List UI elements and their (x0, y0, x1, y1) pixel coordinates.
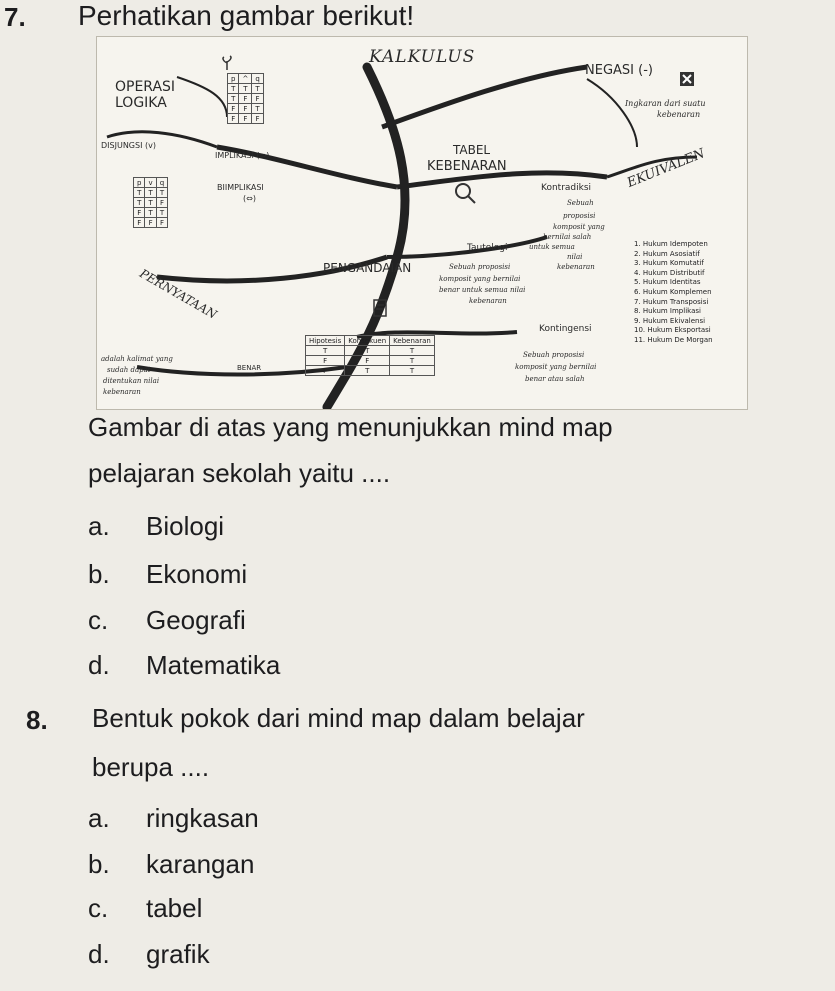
mm-disjungsi: DISJUNGSI (v) (101, 141, 156, 150)
mm-benar: BENAR (237, 364, 262, 372)
mm-pengandaian: PENGANDAIAN (323, 261, 412, 275)
mm-implikasi: IMPLIKASI (⇒) (215, 151, 270, 160)
q7-option-d-label: d. (88, 650, 110, 680)
mm-kontradiksi-d2: komposit yang (553, 223, 605, 231)
mm-pernyataan-d2: ditentukan nilai (103, 377, 160, 385)
q8-option-d[interactable] (88, 939, 210, 970)
q8-option-d-text: grafik (146, 939, 210, 969)
mm-negasi: NEGASI (-) (585, 63, 653, 78)
mm-kontradiksi-d6: kebenaran (557, 263, 595, 271)
mm-tautologi-d2: benar untuk semua nilai (439, 286, 526, 294)
mm-tautologi-d0: Sebuah proposisi (449, 263, 511, 271)
mm-ingkaran-1: Ingkaran dari suatu (625, 99, 706, 108)
mm-kontingensi-d1: komposit yang bernilai (515, 363, 597, 371)
mm-pernyataan-d1: sudah dapat (107, 366, 151, 374)
mm-kontingensi-d2: benar atau salah (525, 375, 585, 383)
mm-kebenaran: KEBENARAN (427, 159, 507, 174)
question-7-number: 7. (4, 2, 26, 32)
close-box-icon (679, 71, 695, 87)
mm-ekuivalen: EKUIVALEN (625, 146, 708, 191)
question-8-line-2: berupa .... (92, 752, 210, 782)
mm-disj-table: p v q T T T T T F F T T F F F (133, 177, 168, 228)
question-8-text: Bentuk pokok dari mind map dalam belajar (92, 703, 585, 733)
mm-kontradiksi-d3: bernilai salah (543, 233, 592, 241)
mm-kontingensi-d0: Sebuah proposisi (523, 351, 585, 359)
mm-ingkaran-2: kebenaran (657, 110, 701, 119)
q8-option-b-label: b. (88, 849, 110, 879)
q7-option-b-label: b. (88, 559, 110, 589)
mm-conj-table: p ^ q T T T T F F F F T F F F (227, 73, 264, 124)
mm-kontradiksi-d0: Sebuah (567, 199, 594, 207)
calculator-icon (373, 299, 387, 317)
question-7-prompt-line-2: pelajaran sekolah yaitu .... (88, 458, 391, 488)
mm-logika: LOGIKA (115, 95, 167, 111)
q7-option-a-text: Biologi (146, 511, 225, 541)
q8-option-a[interactable] (88, 803, 259, 834)
q7-option-d-text: Matematika (146, 650, 281, 680)
mm-pernyataan-d0: adalah kalimat yang (101, 355, 173, 363)
question-7-prompt-line-1: Gambar di atas yang menunjukkan mind map (88, 412, 613, 442)
question-7-title: Perhatikan gambar berikut! (78, 0, 415, 31)
q7-option-c[interactable] (88, 605, 246, 636)
q8-option-c[interactable] (88, 893, 202, 924)
q7-option-b-text: Ekonomi (146, 559, 248, 589)
mm-tautologi-d1: komposit yang bernilai (439, 275, 521, 283)
q7-option-c-label: c. (88, 605, 109, 635)
mm-kalkulus: KALKULUS (369, 47, 476, 67)
mm-operasi: OPERASI (115, 79, 176, 95)
q8-option-a-text: ringkasan (146, 803, 259, 833)
mm-tautologi: Tautologi (467, 243, 508, 253)
q7-option-d[interactable] (88, 650, 280, 681)
mm-kontradiksi-d5: nilai (567, 253, 583, 261)
magnifier-icon (453, 181, 477, 205)
mm-kontradiksi: Kontradiksi (541, 183, 592, 193)
mm-kontingensi: Kontingensi (539, 324, 592, 334)
q7-option-c-text: Geografi (146, 605, 246, 635)
mm-pernyataan-d3: kebenaran (103, 388, 141, 396)
q8-option-b-text: karangan (146, 849, 255, 879)
mm-kontradiksi-d4: untuk semua (529, 243, 575, 251)
mind-map-image (96, 36, 748, 410)
mm-tabel: TABEL (453, 143, 491, 157)
q7-option-a[interactable] (88, 511, 224, 542)
mm-hyp-table: Hipotesis Konsekuen Kebenaran T T T F F T F T T (305, 335, 435, 376)
q8-option-b[interactable] (88, 849, 254, 880)
q8-option-c-text: tabel (146, 893, 203, 923)
mm-pernyataan: PERNYATAAN (137, 266, 220, 322)
q8-option-c-label: c. (88, 893, 109, 923)
q8-option-d-label: d. (88, 939, 110, 969)
mm-biimplikasi-sym: (⇔) (243, 194, 256, 203)
q8-option-a-label: a. (88, 803, 110, 833)
plant-icon (219, 55, 235, 71)
q7-option-b[interactable] (88, 559, 247, 590)
mm-laws-list: 1. Hukum Idempoten 2. Hukum Asosiatif 3. Hukum Komutatif 4. Hukum Distributif 5. Hukum Identitas 6. Hukum Komplemen 7. Hukum Transposisi 8. Hukum Implikasi 9. Hukum Ekivalensi 10. Hukum Eksportasi 11. Hukum De Morgan (634, 240, 713, 344)
mm-tautologi-d3: kebenaran (469, 297, 507, 305)
question-8-line-1 (92, 703, 585, 734)
mm-kontradiksi-d1: proposisi (563, 212, 596, 220)
q7-option-a-label: a. (88, 511, 110, 541)
question-8-number: 8. (26, 705, 48, 735)
mm-biimplikasi: BIIMPLIKASI (217, 183, 264, 192)
